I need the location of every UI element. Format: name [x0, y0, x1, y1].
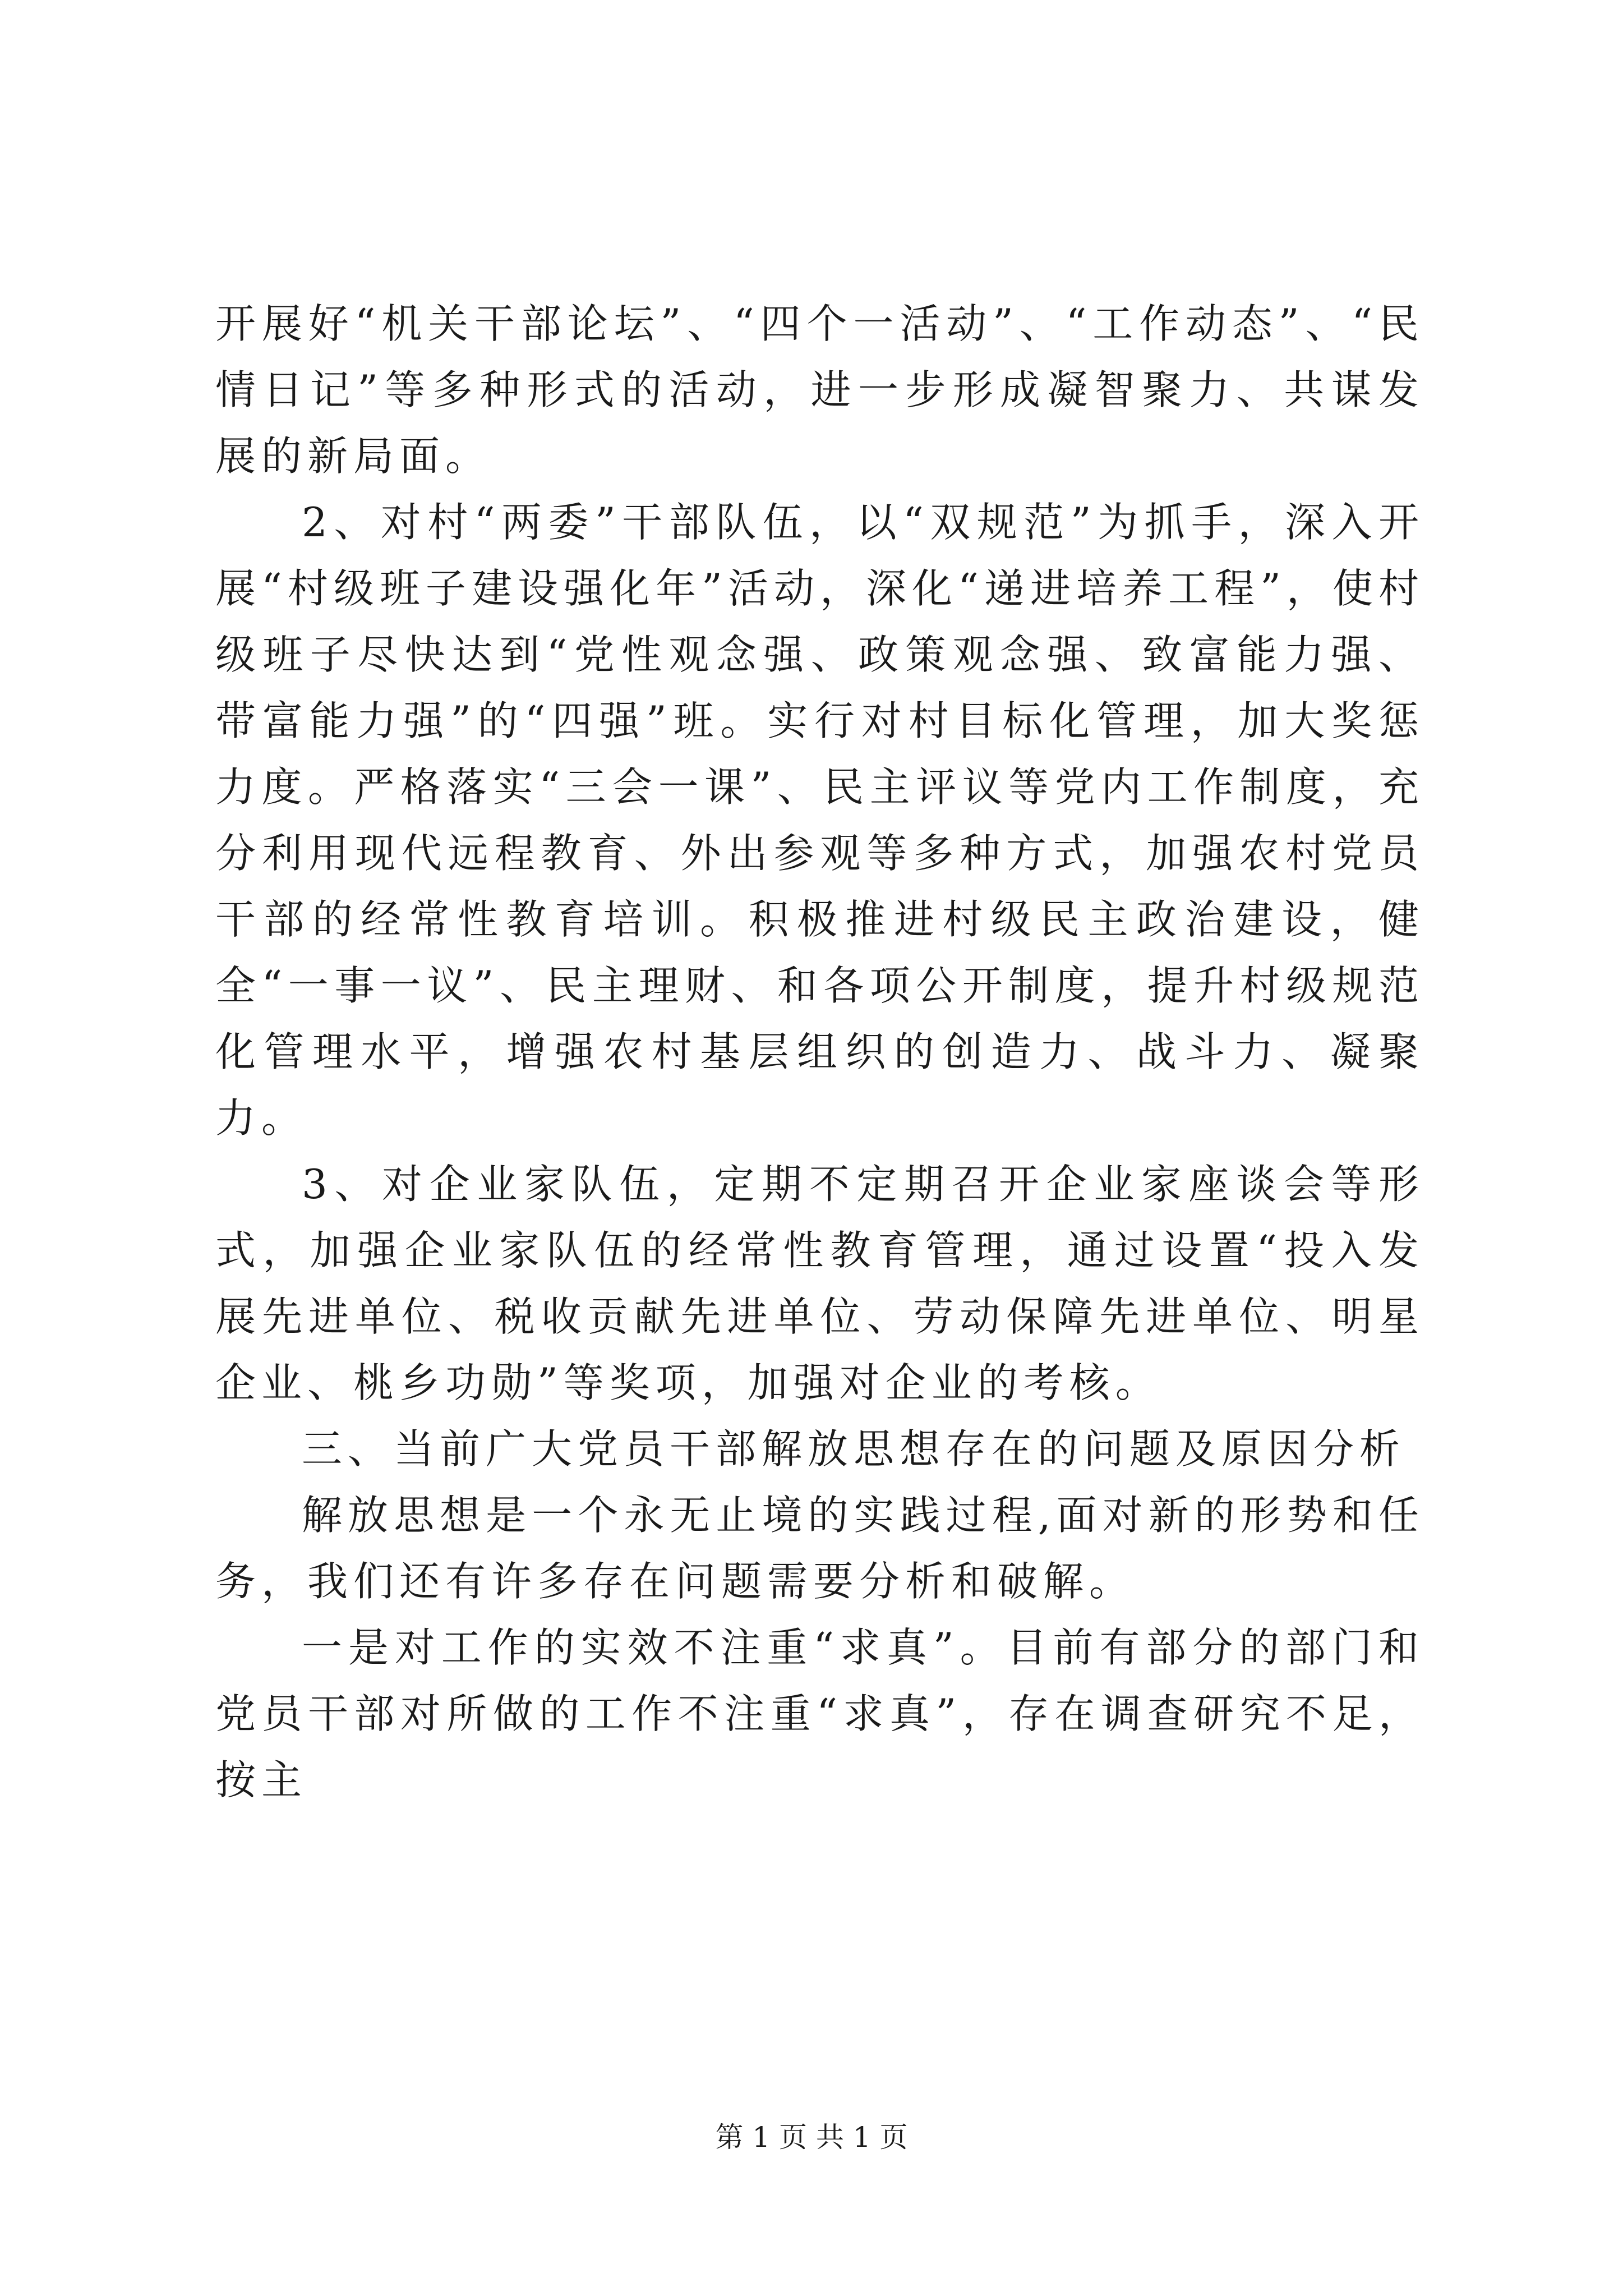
paragraph-1: 开展好“机关干部论坛”、“四个一活动”、“工作动态”、“民情日记”等多种形式的活动，进一步形成凝智聚力、共谋发展的新局面。 — [215, 300, 1424, 480]
paragraph-4: 解放思想是一个永无止境的实践过程,面对新的形势和任务，我们还有许多存在问题需要分析和破解。 — [215, 1492, 1424, 1605]
section-heading: 三、当前广大党员干部解放思想存在的问题及原因分析 — [302, 1425, 1406, 1473]
paragraph-3: 3、对企业家队伍，定期不定期召开企业家座谈会等形式，加强企业家队伍的经常性教育管理，通过设置“投入发展先进单位、税收贡献先进单位、劳动保障先进单位、明星企业、桃乡功勋”等奖项，加强对企业的考核。 — [215, 1161, 1424, 1406]
paragraph-5: 一是对工作的实效不注重“求真”。目前有部分的部门和党员干部对所做的工作不注重“求真”，存在调查研究不足，按主 — [215, 1624, 1424, 1803]
document-body — [215, 291, 1424, 1813]
page-footer: 第 1 页 共 1 页 — [715, 2121, 908, 2154]
paragraph-2: 2、对村“两委”干部队伍，以“双规范”为抓手，深入开展“村级班子建设强化年”活动，深化“递进培养工程”，使村级班子尽快达到“党性观念强、政策观念强、致富能力强、带富能力强”的“四强”班。实行对村目标化管理，加大奖惩力度。严格落实“三会一课”、民主评议等党内工作制度，充分利用现代远程教育、外出参观等多种方式，加强农村党员干部的经常性教育培训。积极推进村级民主政治建设，健全“一事一议”、民主理财、和各项公开制度，提升村级规范化管理水平，增强农村基层组织的创造力、战斗力、凝聚力。 — [215, 499, 1424, 1142]
